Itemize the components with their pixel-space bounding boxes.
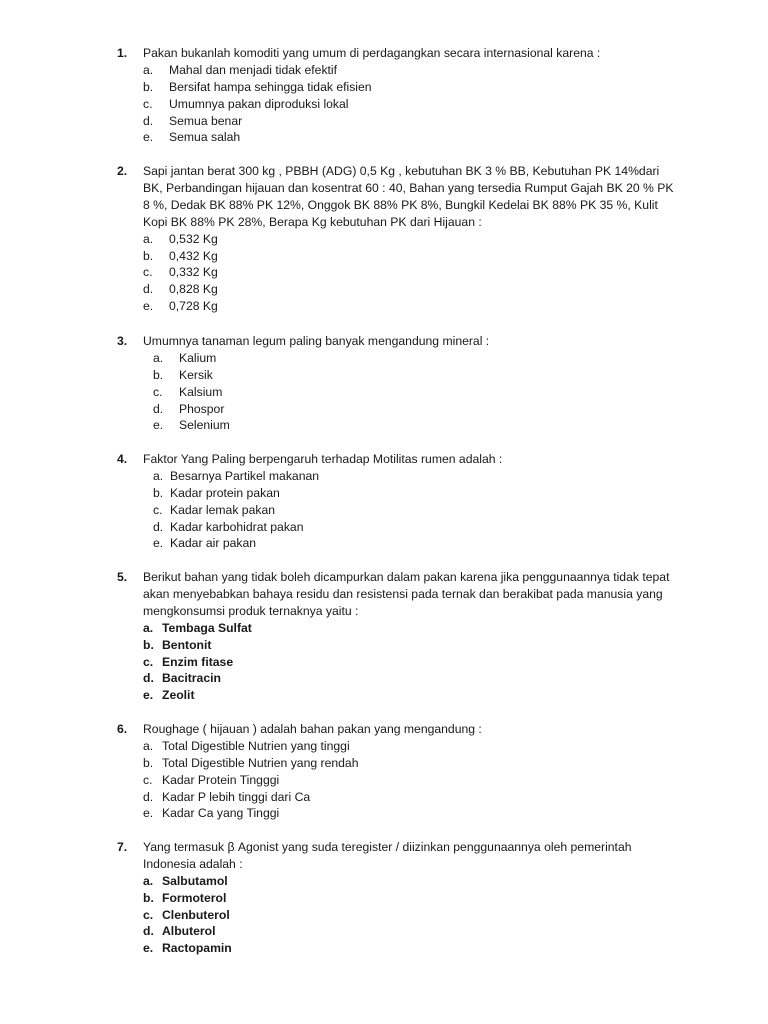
option-text: Tembaga Sulfat xyxy=(162,620,252,635)
option-c xyxy=(117,502,677,519)
option-e xyxy=(117,535,677,552)
option-text: 0,432 Kg xyxy=(169,248,218,263)
option-letter: d. xyxy=(143,113,154,128)
question-6 xyxy=(117,721,677,822)
option-letter: d. xyxy=(153,401,164,416)
option-letter: e. xyxy=(143,299,154,314)
option-d xyxy=(117,401,677,418)
option-letter: c. xyxy=(153,502,163,517)
question-number: 2. xyxy=(117,164,128,178)
options-list xyxy=(117,738,677,822)
option-letter: a. xyxy=(143,231,154,246)
option-b xyxy=(117,79,677,96)
option-letter: b. xyxy=(143,637,154,652)
option-letter: d. xyxy=(143,282,154,297)
option-text: Kadar air pakan xyxy=(170,536,257,551)
option-letter: a. xyxy=(143,62,154,77)
option-b xyxy=(117,485,677,502)
option-letter: d. xyxy=(143,671,154,686)
option-d xyxy=(117,113,677,130)
option-d xyxy=(117,519,677,536)
option-text: Kadar P lebih tinggi dari Ca xyxy=(162,789,311,804)
option-letter: b. xyxy=(143,248,154,263)
option-text: Kadar Protein Tingggi xyxy=(162,772,280,787)
option-text: Total Digestible Nutrien yang tinggi xyxy=(162,738,350,753)
question-2 xyxy=(117,163,677,315)
option-text: Enzim fitase xyxy=(162,654,234,669)
option-text: Semua salah xyxy=(169,130,241,145)
option-letter: e. xyxy=(143,130,154,145)
option-letter: a. xyxy=(143,738,154,753)
option-text: Bentonit xyxy=(162,637,212,652)
option-text: Umumnya pakan diproduksi lokal xyxy=(169,96,349,111)
option-e xyxy=(117,805,677,822)
question-3 xyxy=(117,333,677,434)
options-list xyxy=(117,620,677,704)
option-a xyxy=(117,738,677,755)
option-e xyxy=(117,940,677,957)
option-e xyxy=(117,417,677,434)
option-a xyxy=(117,350,677,367)
option-letter: d. xyxy=(153,519,164,534)
question-text: Yang termasuk β Agonist yang suda teregister / diizinkan penggunaannya oleh pemerintah Indonesia adalah : xyxy=(143,840,632,871)
option-a xyxy=(117,62,677,79)
option-text: Mahal dan menjadi tidak efektif xyxy=(169,62,338,77)
option-letter: c. xyxy=(143,907,154,922)
option-text: Kadar Ca yang Tinggi xyxy=(162,806,280,821)
question-4 xyxy=(117,451,677,552)
option-d xyxy=(117,281,677,298)
option-letter: c. xyxy=(153,384,163,399)
option-letter: e. xyxy=(143,941,154,956)
option-text: Bersifat hampa sehingga tidak efisien xyxy=(169,79,372,94)
option-a xyxy=(117,873,677,890)
option-c xyxy=(117,772,677,789)
option-letter: e. xyxy=(143,688,154,703)
option-text: Zeolit xyxy=(162,688,195,703)
option-text: 0,332 Kg xyxy=(169,265,218,280)
option-text: 0,828 Kg xyxy=(169,282,218,297)
question-text: Umumnya tanaman legum paling banyak mengandung mineral : xyxy=(143,334,490,348)
option-letter: d. xyxy=(143,789,154,804)
question-number: 1. xyxy=(117,46,128,60)
option-d xyxy=(117,670,677,687)
option-b xyxy=(117,248,677,265)
options-list xyxy=(117,468,677,552)
option-c xyxy=(117,384,677,401)
option-text: Ractopamin xyxy=(162,941,232,956)
option-letter: c. xyxy=(143,654,154,669)
option-c xyxy=(117,654,677,671)
option-e xyxy=(117,687,677,704)
option-letter: c. xyxy=(143,96,153,111)
option-a xyxy=(117,231,677,248)
question-text: Berikut bahan yang tidak boleh dicampurkan dalam pakan karena jika penggunaannya tidak tepat akan menyebabkan bahaya residu dan resistensi pada ternak dan berakibat pada manusia yang mengkonsumsi produk ternaknya yaitu : xyxy=(143,570,670,618)
question-number: 4. xyxy=(117,452,128,466)
option-text: Formoterol xyxy=(162,890,227,905)
option-e xyxy=(117,129,677,146)
option-letter: b. xyxy=(143,79,154,94)
option-text: Bacitracin xyxy=(162,671,221,686)
option-text: Kadar karbohidrat pakan xyxy=(170,519,304,534)
option-text: Phospor xyxy=(179,401,225,416)
question-text: Pakan bukanlah komoditi yang umum di perdagangkan secara internasional karena : xyxy=(143,46,601,60)
option-b xyxy=(117,637,677,654)
option-c xyxy=(117,907,677,924)
option-c xyxy=(117,264,677,281)
option-text: Kadar protein pakan xyxy=(170,485,280,500)
question-number: 3. xyxy=(117,334,128,348)
option-text: Total Digestible Nutrien yang rendah xyxy=(162,755,359,770)
option-letter: b. xyxy=(153,485,164,500)
question-number: 6. xyxy=(117,722,128,736)
options-list xyxy=(117,350,677,434)
question-1 xyxy=(117,45,677,146)
option-d xyxy=(117,923,677,940)
option-text: Salbutamol xyxy=(162,873,228,888)
option-b xyxy=(117,367,677,384)
option-e xyxy=(117,298,677,315)
question-5 xyxy=(117,569,677,704)
option-a xyxy=(117,620,677,637)
option-text: Kalium xyxy=(179,350,217,365)
question-number: 5. xyxy=(117,570,128,584)
question-text: Sapi jantan berat 300 kg , PBBH (ADG) 0,5 Kg , kebutuhan BK 3 % BB, Kebutuhan PK 14%dari BK, Perbandingan hijauan dan kosentrat 60 : 40, Bahan yang tersedia Rumput Gajah BK 20 % PK 8 %, Dedak BK 88% PK 12%, Onggok BK 88% PK 8%, Bungkil Kedelai BK 88% PK 35 %, Kulit Kopi BK 88% PK 28%, Berapa Kg kebutuhan PK dari Hijauan : xyxy=(143,164,674,229)
option-b xyxy=(117,755,677,772)
option-letter: a. xyxy=(143,873,154,888)
option-text: Kalsium xyxy=(179,384,223,399)
option-text: Kadar lemak pakan xyxy=(170,502,276,517)
option-letter: e. xyxy=(153,418,164,433)
option-letter: e. xyxy=(153,536,164,551)
option-letter: d. xyxy=(143,924,154,939)
option-d xyxy=(117,789,677,806)
option-b xyxy=(117,890,677,907)
option-text: Besarnya Partikel makanan xyxy=(170,468,320,483)
option-c xyxy=(117,96,677,113)
option-text: Semua benar xyxy=(169,113,243,128)
option-letter: a. xyxy=(143,620,154,635)
option-a xyxy=(117,468,677,485)
option-text: Selenium xyxy=(179,418,230,433)
option-letter: e. xyxy=(143,806,154,821)
question-text: Roughage ( hijauan ) adalah bahan pakan yang mengandung : xyxy=(143,722,482,736)
option-letter: a. xyxy=(153,468,164,483)
option-text: 0,728 Kg xyxy=(169,299,218,314)
option-text: Clenbuterol xyxy=(162,907,230,922)
option-text: Albuterol xyxy=(162,924,216,939)
question-text: Faktor Yang Paling berpengaruh terhadap Motilitas rumen adalah : xyxy=(143,452,503,466)
option-letter: b. xyxy=(153,367,164,382)
options-list xyxy=(117,62,677,146)
option-letter: b. xyxy=(143,755,154,770)
option-letter: c. xyxy=(143,265,153,280)
option-text: 0,532 Kg xyxy=(169,231,218,246)
question-number: 7. xyxy=(117,840,128,854)
options-list xyxy=(117,231,677,315)
option-letter: a. xyxy=(153,350,164,365)
option-letter: c. xyxy=(143,772,153,787)
question-7 xyxy=(117,839,677,957)
option-letter: b. xyxy=(143,890,154,905)
options-list xyxy=(117,873,677,957)
option-text: Kersik xyxy=(179,367,213,382)
